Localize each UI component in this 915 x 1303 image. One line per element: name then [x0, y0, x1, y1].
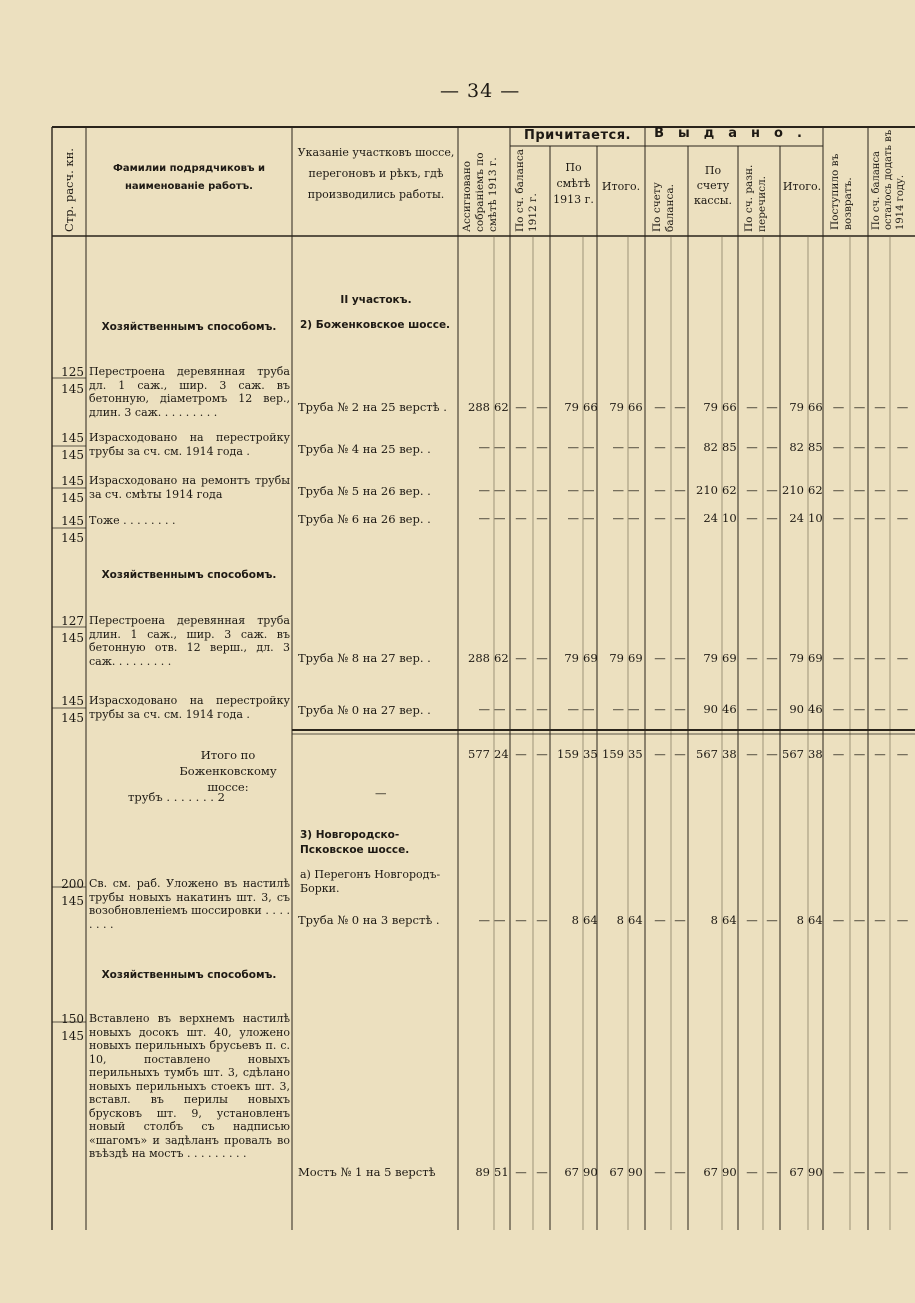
empty-cell-dash: —	[896, 400, 909, 414]
empty-cell-dash: —	[746, 747, 758, 761]
header-issued-balance: По счету баланса.	[651, 182, 676, 232]
amount-kopecks: 24	[494, 747, 509, 761]
amount-roubles: 210	[696, 483, 718, 497]
section-road-heading: 3) Новгородско-Псковское шоссе.	[300, 829, 410, 856]
amount-kopecks: 64	[628, 913, 643, 927]
empty-cell-dash: —	[832, 440, 845, 454]
work-description: Вставлено въ верхнемъ настилѣ новыхъ досокъ шт. 40, уложено новыхъ перильныхъ брусьевъ п. с. 10, поставлено новыхъ перильныхъ тумбъ шт. 3, сдѣлано новыхъ перильныхъ стоекъ шт. 3, вставл. въ перилы новыхъ брусковъ шт. 9, установленъ новый столбъ съ надписью «шагомъ» и задѣланъ провалъ во въѣздѣ на мостъ . . . . . . . . .	[89, 1012, 290, 1160]
amount-kopecks: 90	[583, 1165, 598, 1179]
empty-cell-dash: —	[654, 1165, 666, 1179]
total-count: трубъ . . . . . . . 2	[128, 790, 225, 804]
amount-roubles: 79	[789, 651, 804, 665]
amount-roubles: —	[612, 440, 624, 454]
header-issued-transfers: По сч. разн. перечисл.	[743, 164, 768, 232]
amount-roubles: 79	[609, 651, 624, 665]
empty-cell-dash: —	[896, 511, 909, 525]
amount-roubles: 90	[789, 702, 804, 716]
empty-cell-dash: —	[515, 440, 527, 454]
empty-cell-dash: —	[853, 702, 866, 716]
empty-cell-dash: —	[674, 440, 686, 454]
amount-kopecks: —	[628, 702, 640, 716]
empty-cell-dash: —	[832, 400, 845, 414]
empty-cell-dash: —	[515, 651, 527, 665]
amount-roubles: —	[478, 483, 490, 497]
amount-kopecks: 62	[808, 483, 823, 497]
amount-roubles: 567	[696, 747, 718, 761]
section-road-heading: 2) Боженковское шоссе.	[300, 319, 451, 331]
page-ref-number: 125	[61, 365, 84, 379]
method-heading: Хозяйственнымъ способомъ.	[101, 569, 277, 581]
header-issued-group: Выдано.	[654, 126, 816, 141]
empty-cell-dash: —	[853, 1165, 866, 1179]
empty-cell-dash: —	[832, 511, 845, 525]
amount-roubles: —	[478, 511, 490, 525]
empty-cell-dash: —	[654, 440, 666, 454]
amount-roubles: 67	[789, 1165, 804, 1179]
work-description: Св. см. раб. Уложено въ настилѣ трубы новыхъ накатинъ шт. 3, съ возобновленіемъ шоссировки . . . . . . . .	[89, 877, 290, 931]
amount-roubles: 67	[564, 1165, 579, 1179]
work-description: Израсходовано на перестройку трубы за сч. см. 1914 года .	[89, 694, 290, 721]
empty-cell-dash: —	[853, 483, 866, 497]
total-label: Итого по Боженковскому шоссе:	[179, 748, 277, 794]
empty-cell-dash: —	[766, 400, 778, 414]
empty-cell-dash: —	[746, 400, 758, 414]
header-contractors: Фамилии подрядчиковъ и наименованіе работъ.	[112, 163, 266, 192]
empty-cell-dash: —	[536, 440, 548, 454]
work-description: Израсходовано на перестройку трубы за сч. см. 1914 года .	[89, 431, 290, 458]
empty-cell-dash: —	[874, 702, 886, 716]
empty-cell-dash: —	[674, 1165, 686, 1179]
empty-cell-dash: —	[536, 400, 548, 414]
amount-kopecks: 69	[583, 651, 598, 665]
page-ref-number: 145	[61, 514, 84, 528]
empty-cell-dash: —	[766, 440, 778, 454]
amount-roubles: 79	[564, 400, 579, 414]
empty-cell-dash: —	[874, 440, 886, 454]
method-heading: Хозяйственнымъ способомъ.	[101, 321, 277, 333]
empty-cell-dash: —	[746, 440, 758, 454]
amount-roubles: 89	[475, 1165, 490, 1179]
empty-cell-dash: —	[654, 400, 666, 414]
amount-roubles: 288	[468, 400, 490, 414]
header-due-total: Итого.	[601, 180, 641, 193]
empty-cell-dash: —	[874, 651, 886, 665]
amount-kopecks: 46	[808, 702, 823, 716]
amount-roubles: 24	[789, 511, 804, 525]
empty-cell-dash: —	[536, 747, 548, 761]
section-part-heading: II участокъ.	[340, 294, 412, 306]
empty-cell-dash: —	[874, 913, 886, 927]
empty-cell-dash: —	[674, 651, 686, 665]
empty-cell-dash: —	[874, 747, 886, 761]
empty-cell-dash: —	[654, 651, 666, 665]
header-page-ref: Стр. расч. кн.	[61, 148, 76, 232]
amount-kopecks: 64	[583, 913, 598, 927]
amount-kopecks: —	[583, 483, 595, 497]
empty-cell-dash: —	[766, 483, 778, 497]
amount-kopecks: —	[628, 440, 640, 454]
empty-cell-dash: —	[515, 511, 527, 525]
amount-roubles: 79	[564, 651, 579, 665]
work-location: Труба № 2 на 25 верстѣ .	[298, 400, 447, 414]
amount-kopecks: —	[494, 702, 506, 716]
empty-cell-dash: —	[654, 702, 666, 716]
header-issued-cash: По счету кассы.	[693, 164, 732, 207]
work-location: Труба № 0 на 27 вер. .	[298, 703, 431, 717]
amount-roubles: 90	[703, 702, 718, 716]
empty-cell-dash: —	[832, 651, 845, 665]
amount-kopecks: —	[494, 483, 506, 497]
empty-cell-dash: —	[515, 483, 527, 497]
empty-cell-dash: —	[515, 702, 527, 716]
amount-kopecks: 62	[722, 483, 737, 497]
amount-kopecks: 38	[808, 747, 823, 761]
empty-cell-dash: —	[896, 440, 909, 454]
amount-roubles: —	[567, 440, 579, 454]
empty-cell-dash: —	[515, 747, 527, 761]
amount-kopecks: 85	[808, 440, 823, 454]
amount-kopecks: 90	[722, 1165, 737, 1179]
amount-roubles: —	[567, 483, 579, 497]
page-ref-number: 200	[61, 877, 84, 891]
amount-kopecks: 10	[808, 511, 823, 525]
amount-roubles: 8	[616, 913, 624, 927]
amount-kopecks: 62	[494, 651, 509, 665]
empty-cell-dash: —	[832, 702, 845, 716]
amount-roubles: 79	[789, 400, 804, 414]
amount-roubles: 79	[703, 400, 718, 414]
amount-kopecks: 69	[722, 651, 737, 665]
amount-kopecks: 64	[722, 913, 737, 927]
empty-cell-dash: —	[832, 1165, 845, 1179]
empty-cell-dash: —	[536, 1165, 548, 1179]
empty-cell-dash: —	[766, 1165, 778, 1179]
amount-kopecks: —	[494, 440, 506, 454]
empty-cell-dash: —	[896, 747, 909, 761]
page-ref-number: 145	[61, 1029, 84, 1043]
work-location: Труба № 4 на 25 вер. .	[298, 442, 431, 456]
empty-cell-dash: —	[874, 400, 886, 414]
amount-kopecks: —	[628, 483, 640, 497]
amount-roubles: —	[478, 702, 490, 716]
empty-cell-dash: —	[832, 747, 845, 761]
work-description: Перестроена деревянная труба дл. 1 саж., шир. 3 саж. въ бетонную, діаметромъ 12 вер., длин. 3 саж. . . . . . . . .	[89, 365, 290, 419]
amount-kopecks: —	[583, 440, 595, 454]
work-location: Труба № 0 на 3 верстѣ .	[298, 913, 440, 927]
empty-cell-dash: —	[853, 511, 866, 525]
amount-roubles: 159	[602, 747, 624, 761]
amount-roubles: —	[612, 511, 624, 525]
amount-kopecks: 90	[628, 1165, 643, 1179]
empty-cell-dash: —	[874, 511, 886, 525]
amount-kopecks: —	[583, 702, 595, 716]
amount-kopecks: 90	[808, 1165, 823, 1179]
empty-cell-dash: —	[515, 400, 527, 414]
amount-roubles: 210	[782, 483, 804, 497]
amount-kopecks: —	[583, 511, 595, 525]
empty-cell-dash: —	[654, 913, 666, 927]
empty-cell-dash: —	[746, 483, 758, 497]
page-ref-number: 145	[61, 491, 84, 505]
header-returned: Поступило въ возвратъ.	[829, 153, 854, 230]
header-due-group: Причитается.	[524, 128, 631, 143]
empty-cell-dash: —	[746, 702, 758, 716]
method-heading: Хозяйственнымъ способомъ.	[101, 969, 277, 981]
work-location: Труба № 5 на 26 вер. .	[298, 484, 431, 498]
page-ref-number: 145	[61, 382, 84, 396]
amount-kopecks: —	[628, 511, 640, 525]
work-description: Израсходовано на ремонтъ трубы за сч. смѣты 1914 года	[89, 474, 290, 501]
page-ref-number: 127	[61, 614, 84, 628]
empty-cell-dash: —	[766, 747, 778, 761]
work-location: Труба № 6 на 26 вер. .	[298, 512, 431, 526]
page-ref-number: 145	[61, 894, 84, 908]
empty-cell-dash: —	[896, 913, 909, 927]
header-balance-1914: По сч. баланса осталось додать въ 1914 году.	[871, 129, 906, 230]
amount-roubles: —	[567, 511, 579, 525]
empty-cell-dash: —	[536, 651, 548, 665]
empty-cell-dash: —	[654, 511, 666, 525]
empty-cell-dash: —	[674, 702, 686, 716]
empty-cell-dash: —	[853, 913, 866, 927]
page-ref-number: 150	[61, 1012, 84, 1026]
section-stretch-heading: а) Перегонъ Новгородъ-Борки.	[300, 868, 441, 895]
amount-kopecks: 62	[494, 400, 509, 414]
empty-cell-dash: —	[896, 1165, 909, 1179]
amount-kopecks: 66	[628, 400, 643, 414]
empty-cell-dash: —	[853, 400, 866, 414]
amount-kopecks: 35	[583, 747, 598, 761]
amount-roubles: —	[612, 702, 624, 716]
amount-roubles: 67	[609, 1165, 624, 1179]
amount-roubles: 567	[782, 747, 804, 761]
amount-kopecks: 66	[722, 400, 737, 414]
empty-cell-dash: —	[853, 440, 866, 454]
header-due-estimate-1913: По смѣтѣ 1913 г.	[553, 161, 594, 206]
amount-roubles: 159	[557, 747, 579, 761]
amount-roubles: 8	[571, 913, 579, 927]
page-ref-number: 145	[61, 631, 84, 645]
empty-cell-dash: —	[874, 1165, 886, 1179]
amount-kopecks: —	[494, 913, 506, 927]
amount-roubles: —	[612, 483, 624, 497]
amount-kopecks: 69	[628, 651, 643, 665]
empty-cell-dash: —	[874, 483, 886, 497]
amount-roubles: 82	[703, 440, 718, 454]
page-number: — 34 —	[440, 80, 521, 102]
work-description: Тоже . . . . . . . .	[89, 514, 176, 527]
empty-cell-dash: —	[515, 913, 527, 927]
empty-cell-dash: —	[766, 913, 778, 927]
empty-cell-dash: —	[674, 511, 686, 525]
empty-cell-dash: —	[674, 400, 686, 414]
page-ref-number: 145	[61, 474, 84, 488]
empty-cell-dash: —	[766, 511, 778, 525]
amount-roubles: —	[478, 440, 490, 454]
empty-cell-dash: —	[536, 702, 548, 716]
empty-cell-dash: —	[536, 511, 548, 525]
header-issued-total: Итого.	[782, 180, 822, 193]
empty-cell-dash: —	[832, 913, 845, 927]
empty-cell-dash: —	[654, 747, 666, 761]
amount-kopecks: —	[494, 511, 506, 525]
work-location: Труба № 8 на 27 вер. .	[298, 651, 431, 665]
empty-cell-dash: —	[766, 702, 778, 716]
empty-cell-dash: —	[746, 1165, 758, 1179]
header-sections: Указаніе участковъ шоссе, перегоновъ и рѣкъ, гдѣ производились работы.	[297, 146, 455, 201]
amount-roubles: 8	[796, 913, 804, 927]
amount-kopecks: 10	[722, 511, 737, 525]
amount-roubles: —	[478, 913, 490, 927]
empty-cell-dash: —	[766, 651, 778, 665]
empty-cell-dash: —	[853, 747, 866, 761]
amount-roubles: 79	[703, 651, 718, 665]
amount-kopecks: 46	[722, 702, 737, 716]
work-location: Мостъ № 1 на 5 верстѣ	[298, 1165, 436, 1179]
page-ref-number: 145	[61, 711, 84, 725]
amount-kopecks: 66	[583, 400, 598, 414]
empty-cell-dash: —	[654, 483, 666, 497]
page-ref-number: 145	[61, 431, 84, 445]
amount-kopecks: 51	[494, 1165, 509, 1179]
header-assigned: Ассигновано собраніемъ по смѣтѣ 1913 г.	[461, 152, 499, 232]
work-description: Перестроена деревянная труба длин. 1 саж., шир. 3 саж. въ бетонную отв. 12 верш., дл. 3 саж. . . . . . . . .	[89, 614, 290, 668]
amount-roubles: 82	[789, 440, 804, 454]
empty-cell-dash: —	[746, 511, 758, 525]
amount-roubles: 577	[468, 747, 490, 761]
amount-kopecks: 35	[628, 747, 643, 761]
amount-roubles: 79	[609, 400, 624, 414]
amount-roubles: 288	[468, 651, 490, 665]
amount-roubles: —	[567, 702, 579, 716]
empty-cell-dash: —	[515, 1165, 527, 1179]
empty-cell-dash: —	[674, 483, 686, 497]
amount-kopecks: 69	[808, 651, 823, 665]
empty-cell-dash: —	[832, 483, 845, 497]
total-dash: —	[375, 786, 387, 800]
empty-cell-dash: —	[536, 483, 548, 497]
page-ref-number: 145	[61, 531, 84, 545]
amount-roubles: 8	[710, 913, 718, 927]
empty-cell-dash: —	[674, 913, 686, 927]
empty-cell-dash: —	[746, 913, 758, 927]
amount-kopecks: 85	[722, 440, 737, 454]
page-ref-number: 145	[61, 448, 84, 462]
empty-cell-dash: —	[896, 702, 909, 716]
empty-cell-dash: —	[896, 651, 909, 665]
empty-cell-dash: —	[853, 651, 866, 665]
amount-roubles: 24	[703, 511, 718, 525]
amount-kopecks: 38	[722, 747, 737, 761]
page-ref-number: 145	[61, 694, 84, 708]
empty-cell-dash: —	[746, 651, 758, 665]
empty-cell-dash: —	[536, 913, 548, 927]
amount-kopecks: 66	[808, 400, 823, 414]
amount-kopecks: 64	[808, 913, 823, 927]
amount-roubles: 67	[703, 1165, 718, 1179]
empty-cell-dash: —	[896, 483, 909, 497]
empty-cell-dash: —	[674, 747, 686, 761]
header-due-balance-1912: По сч. баланса 1912 г.	[514, 149, 539, 232]
